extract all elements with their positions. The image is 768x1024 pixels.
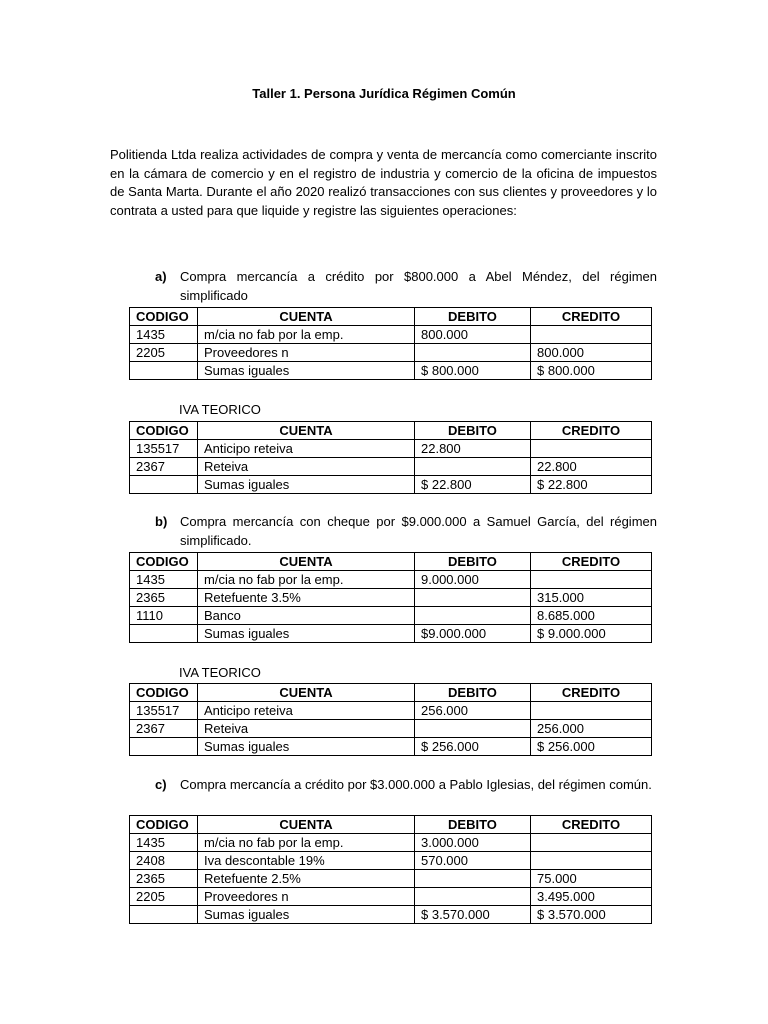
cell-debito: [415, 344, 531, 362]
cell-credito: $ 256.000: [531, 738, 652, 756]
cell-cuenta: Retefuente 2.5%: [198, 870, 415, 888]
column-header-cuenta: CUENTA: [198, 308, 415, 326]
cell-codigo: [130, 906, 198, 924]
table-row: [130, 852, 652, 870]
table-row: [130, 625, 652, 643]
cell-debito: 9.000.000: [415, 571, 531, 589]
cell-cuenta: Banco: [198, 607, 415, 625]
table-row: [130, 458, 652, 476]
cell-credito: [531, 326, 652, 344]
table-row: [130, 344, 652, 362]
column-header-debito: DEBITO: [415, 553, 531, 571]
cell-debito: 256.000: [415, 702, 531, 720]
column-header-cuenta: CUENTA: [198, 422, 415, 440]
cell-credito: [531, 702, 652, 720]
table-row: [130, 326, 652, 344]
cell-credito: 75.000: [531, 870, 652, 888]
cell-debito: [415, 870, 531, 888]
cell-cuenta: Retefuente 3.5%: [198, 589, 415, 607]
cell-codigo: 1110: [130, 607, 198, 625]
cell-debito: [415, 589, 531, 607]
cell-cuenta: Reteiva: [198, 458, 415, 476]
cell-codigo: 1435: [130, 571, 198, 589]
cell-codigo: [130, 625, 198, 643]
iva-table-a: [129, 421, 652, 494]
table-row: [130, 888, 652, 906]
cell-cuenta: Proveedores n: [198, 888, 415, 906]
ledger-table-a: [129, 307, 652, 380]
column-header-codigo: CODIGO: [130, 308, 198, 326]
cell-debito: $9.000.000: [415, 625, 531, 643]
cell-codigo: 2205: [130, 344, 198, 362]
cell-debito: $ 22.800: [415, 476, 531, 494]
table-row: [130, 440, 652, 458]
item-letter: c): [155, 777, 167, 792]
cell-credito: [531, 440, 652, 458]
column-header-debito: DEBITO: [415, 816, 531, 834]
cell-credito: [531, 834, 652, 852]
cell-credito: 8.685.000: [531, 607, 652, 625]
cell-cuenta: m/cia no fab por la emp.: [198, 571, 415, 589]
cell-debito: [415, 888, 531, 906]
item-letter: b): [155, 514, 168, 529]
cell-codigo: [130, 362, 198, 380]
iva-table-b: [129, 683, 652, 756]
table-header-row: [130, 553, 652, 571]
table-row: [130, 906, 652, 924]
cell-credito: 315.000: [531, 589, 652, 607]
cell-codigo: [130, 738, 198, 756]
iva-teorico-label-b: IVA TEORICO: [179, 665, 261, 680]
cell-codigo: 135517: [130, 440, 198, 458]
cell-cuenta: Reteiva: [198, 720, 415, 738]
intro-paragraph: Politienda Ltda realiza actividades de compra y venta de mercancía como comerciante inscrito en la cámara de comercio y en el registro de industria y comercio de la oficina de impuestos de Santa Marta. Durante el año 2020 realizó transacciones con sus clientes y proveedores y lo contrata a usted para que liquide y registre las siguientes operaciones:: [110, 147, 657, 218]
cell-cuenta: m/cia no fab por la emp.: [198, 326, 415, 344]
item-text: Compra mercancía con cheque por $9.000.000 a Samuel García, del régimen simplificado.: [180, 514, 657, 548]
ledger-table-b: [129, 552, 652, 643]
cell-debito: 800.000: [415, 326, 531, 344]
cell-credito: $ 3.570.000: [531, 906, 652, 924]
column-header-cuenta: CUENTA: [198, 684, 415, 702]
cell-codigo: 1435: [130, 326, 198, 344]
table-row: [130, 702, 652, 720]
item-c: [155, 776, 657, 795]
cell-cuenta: Sumas iguales: [198, 906, 415, 924]
table-row: [130, 738, 652, 756]
table-row: [130, 571, 652, 589]
cell-debito: $ 3.570.000: [415, 906, 531, 924]
column-header-credito: CREDITO: [531, 684, 652, 702]
cell-cuenta: Anticipo reteiva: [198, 702, 415, 720]
column-header-codigo: CODIGO: [130, 553, 198, 571]
table-row: [130, 607, 652, 625]
cell-codigo: [130, 476, 198, 494]
table-row: [130, 834, 652, 852]
column-header-debito: DEBITO: [415, 684, 531, 702]
item-text: Compra mercancía a crédito por $3.000.000 a Pablo Iglesias, del régimen común.: [180, 777, 652, 792]
column-header-cuenta: CUENTA: [198, 553, 415, 571]
cell-debito: [415, 458, 531, 476]
cell-credito: 22.800: [531, 458, 652, 476]
cell-credito: $ 9.000.000: [531, 625, 652, 643]
item-letter: a): [155, 269, 167, 284]
table-row: [130, 720, 652, 738]
cell-codigo: 2367: [130, 458, 198, 476]
cell-credito: $ 22.800: [531, 476, 652, 494]
cell-cuenta: Iva descontable 19%: [198, 852, 415, 870]
cell-codigo: 1435: [130, 834, 198, 852]
table-header-row: [130, 422, 652, 440]
cell-codigo: 2365: [130, 870, 198, 888]
column-header-debito: DEBITO: [415, 308, 531, 326]
table-row: [130, 362, 652, 380]
column-header-codigo: CODIGO: [130, 816, 198, 834]
ledger-table-c: [129, 815, 652, 924]
column-header-debito: DEBITO: [415, 422, 531, 440]
table-row: [130, 589, 652, 607]
cell-debito: 22.800: [415, 440, 531, 458]
column-header-cuenta: CUENTA: [198, 816, 415, 834]
cell-cuenta: Anticipo reteiva: [198, 440, 415, 458]
cell-debito: 3.000.000: [415, 834, 531, 852]
table-row: [130, 476, 652, 494]
cell-codigo: 135517: [130, 702, 198, 720]
cell-codigo: 2365: [130, 589, 198, 607]
table-header-row: [130, 816, 652, 834]
cell-credito: 256.000: [531, 720, 652, 738]
column-header-credito: CREDITO: [531, 553, 652, 571]
cell-debito: $ 256.000: [415, 738, 531, 756]
cell-credito: [531, 571, 652, 589]
cell-credito: 3.495.000: [531, 888, 652, 906]
cell-codigo: 2205: [130, 888, 198, 906]
cell-credito: $ 800.000: [531, 362, 652, 380]
item-text: Compra mercancía a crédito por $800.000 a Abel Méndez, del régimen simplificado: [180, 269, 657, 303]
cell-cuenta: m/cia no fab por la emp.: [198, 834, 415, 852]
column-header-credito: CREDITO: [531, 816, 652, 834]
table-row: [130, 870, 652, 888]
cell-debito: 570.000: [415, 852, 531, 870]
column-header-credito: CREDITO: [531, 308, 652, 326]
table-header-row: [130, 684, 652, 702]
column-header-credito: CREDITO: [531, 422, 652, 440]
item-b: [155, 513, 657, 550]
cell-cuenta: Sumas iguales: [198, 738, 415, 756]
column-header-codigo: CODIGO: [130, 422, 198, 440]
table-header-row: [130, 308, 652, 326]
cell-cuenta: Proveedores n: [198, 344, 415, 362]
cell-debito: $ 800.000: [415, 362, 531, 380]
cell-debito: [415, 720, 531, 738]
cell-codigo: 2367: [130, 720, 198, 738]
document-title: Taller 1. Persona Jurídica Régimen Común: [252, 86, 516, 101]
cell-cuenta: Sumas iguales: [198, 625, 415, 643]
cell-cuenta: Sumas iguales: [198, 362, 415, 380]
iva-teorico-label-a: IVA TEORICO: [179, 402, 261, 417]
cell-codigo: 2408: [130, 852, 198, 870]
cell-debito: [415, 607, 531, 625]
cell-credito: 800.000: [531, 344, 652, 362]
column-header-codigo: CODIGO: [130, 684, 198, 702]
cell-cuenta: Sumas iguales: [198, 476, 415, 494]
item-a: [155, 268, 657, 305]
cell-credito: [531, 852, 652, 870]
